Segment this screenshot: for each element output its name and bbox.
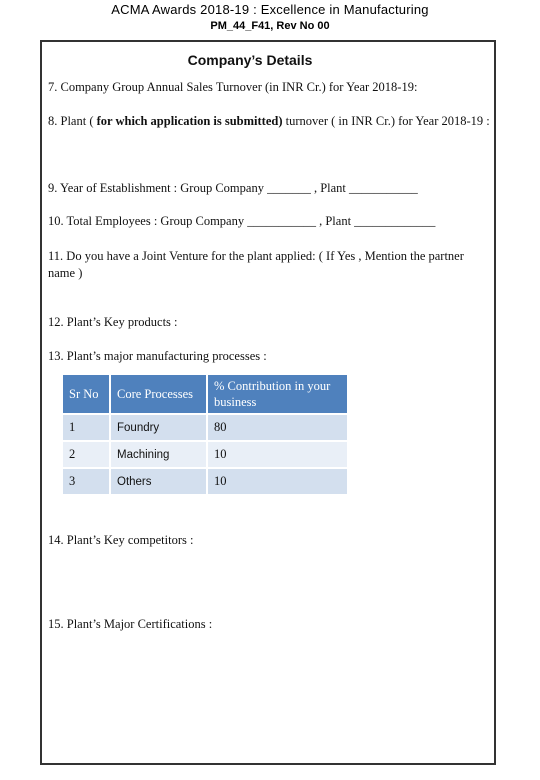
question-11: 11. Do you have a Joint Venture for the plant applied: ( If Yes , Mention the partner name ) xyxy=(48,249,464,280)
header-sr-no: Sr No xyxy=(62,374,110,414)
cell-process: Machining xyxy=(110,441,207,468)
question-10: 10. Total Employees : Group Company ___________ , Plant _____________ xyxy=(48,214,436,228)
document-header: ACMA Awards 2018-19 : Excellence in Manufacturing xyxy=(111,2,429,17)
question-8-emphasis: for which application is submitted) xyxy=(96,114,283,128)
question-12: 12. Plant’s Key products : xyxy=(48,315,178,329)
question-8-prefix: 8. Plant ( xyxy=(48,114,97,128)
table-header-row xyxy=(62,374,348,414)
cell-sr-no: 3 xyxy=(62,468,110,495)
question-8-suffix: turnover ( in INR Cr.) for Year 2018-19 : xyxy=(282,114,490,128)
section-title: Company’s Details xyxy=(187,52,313,68)
question-14: 14. Plant’s Key competitors : xyxy=(48,533,194,547)
process-table xyxy=(61,373,349,496)
table-row xyxy=(62,441,348,468)
cell-sr-no: 1 xyxy=(62,414,110,441)
header-core-processes: Core Processes xyxy=(110,374,207,414)
cell-process: Others xyxy=(110,468,207,495)
question-9: 9. Year of Establishment : Group Company _______ , Plant ___________ xyxy=(48,181,418,195)
header-contribution: % Contribution in your business xyxy=(207,374,348,414)
table-row xyxy=(62,468,348,495)
question-13: 13. Plant’s major manufacturing processes : xyxy=(48,349,267,363)
question-15: 15. Plant’s Major Certifications : xyxy=(48,617,213,631)
question-8 xyxy=(48,113,494,130)
cell-contribution: 10 xyxy=(207,441,348,468)
cell-contribution: 10 xyxy=(207,468,348,495)
table-row xyxy=(62,414,348,441)
form-reference: PM_44_F41, Rev No 00 xyxy=(210,20,330,32)
question-7: 7. Company Group Annual Sales Turnover (in INR Cr.) for Year 2018-19: xyxy=(48,80,418,94)
cell-contribution: 80 xyxy=(207,414,348,441)
cell-process: Foundry xyxy=(110,414,207,441)
cell-sr-no: 2 xyxy=(62,441,110,468)
